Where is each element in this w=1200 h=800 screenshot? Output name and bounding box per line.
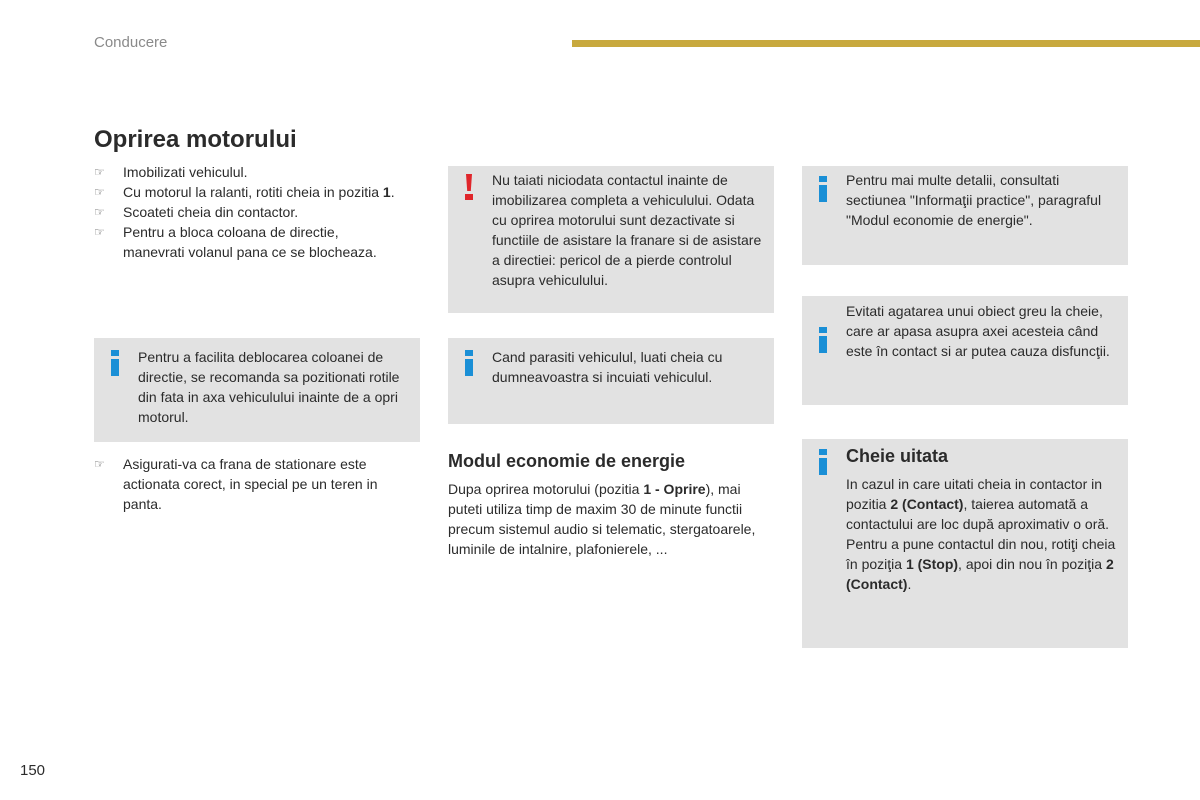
info-icon	[819, 449, 827, 475]
step-bold: 1	[382, 184, 391, 200]
info-box-details	[802, 166, 1128, 265]
key-text: In cazul in care uitati cheia in contactor in pozitia	[846, 476, 1103, 512]
eco-bold: 1 - Oprire	[643, 481, 706, 497]
info-icon	[819, 176, 827, 202]
eco-heading: Modul economie de energie	[448, 451, 686, 471]
info-icon	[111, 350, 119, 376]
page-number: 150	[20, 762, 46, 779]
info-text: Pentru a facilita deblocarea coloanei de directie, se recomanda sa pozitionati rotile din fata in axa vehiculului inainte de a opri motorul.	[138, 349, 400, 425]
warning-box	[448, 166, 774, 313]
info-box-steering	[94, 338, 420, 442]
info-text: Evitati agatarea unui obiect greu la cheie, care ar apasa asupra axei acesteia când este în contact si ar putea cauza disfuncţii.	[846, 303, 1110, 359]
header-accent-bar	[572, 40, 1200, 47]
step-text: Cu motorul la ralanti, rotiti cheia in pozitia	[123, 184, 383, 200]
hand-pointer-icon: ☞	[94, 185, 105, 199]
steps-list-2	[94, 454, 414, 514]
info-text: Pentru mai multe detalii, consultati sectiunea "Informaţii practice", paragraful "Modul economie de energie".	[846, 172, 1102, 228]
hand-pointer-icon: ☞	[94, 457, 105, 471]
forgotten-key-heading: Cheie uitata	[846, 446, 949, 466]
key-bold: 2 (Contact)	[846, 556, 1114, 592]
key-bold: 1 (Stop)	[905, 556, 959, 572]
eco-text: Dupa oprirea motorului (pozitia	[448, 481, 644, 497]
warning-icon	[465, 174, 473, 200]
list-item	[94, 454, 414, 514]
info-icon	[465, 350, 473, 376]
section-label: Conducere	[94, 34, 168, 51]
step-text: Imobilizati vehiculul.	[123, 164, 248, 180]
forgotten-key-box	[802, 439, 1128, 648]
page-title: Oprirea motorului	[94, 126, 297, 153]
step-text: Scoateti cheia din contactor.	[123, 204, 299, 220]
info-icon	[819, 327, 827, 353]
key-text: , taierea automată a contactului are loc după aproximativ o oră.	[846, 496, 1110, 532]
hand-pointer-icon: ☞	[94, 225, 105, 239]
key-text: , apoi din nou în poziţia	[958, 556, 1106, 572]
eco-paragraph	[448, 479, 760, 559]
forgotten-key-text	[846, 474, 1124, 594]
list-item	[94, 202, 399, 222]
eco-text-end: ), mai puteti utiliza timp de maxim 30 de minute functii precum sistemul audio si telematic, stergatoarele, luminile de intalnire, plafonierele, ...	[448, 481, 756, 557]
key-text: Pentru a pune contactul din nou, rotiţi cheia în poziţia	[846, 536, 1116, 572]
warning-text: Nu taiati niciodata contactul inainte de imobilizarea completa a vehiculului. Odata cu oprirea motorului sunt dezactivate si functiile de asistare la franare si de asistare a directiei: pericol de a pierde controlul asupra vehiculului.	[492, 172, 762, 288]
key-text: .	[907, 576, 912, 592]
info-box-heavy-object	[802, 296, 1128, 405]
hand-pointer-icon: ☞	[94, 205, 105, 219]
steps-list	[94, 162, 399, 262]
list-item	[94, 222, 399, 262]
step-text-end: .	[390, 184, 395, 200]
info-text: Cand parasiti vehiculul, luati cheia cu dumneavoastra si incuiati vehiculul.	[492, 349, 723, 385]
list-item	[94, 162, 399, 182]
info-box-key	[448, 338, 774, 424]
key-bold: 2 (Contact)	[890, 496, 964, 512]
step-text: Pentru a bloca coloana de directie, manevrati volanul pana ce se blocheaza.	[123, 224, 377, 260]
step-text: Asigurati-va ca frana de stationare este actionata corect, in special pe un teren in panta.	[123, 456, 378, 512]
hand-pointer-icon: ☞	[94, 165, 105, 179]
list-item	[94, 182, 399, 202]
